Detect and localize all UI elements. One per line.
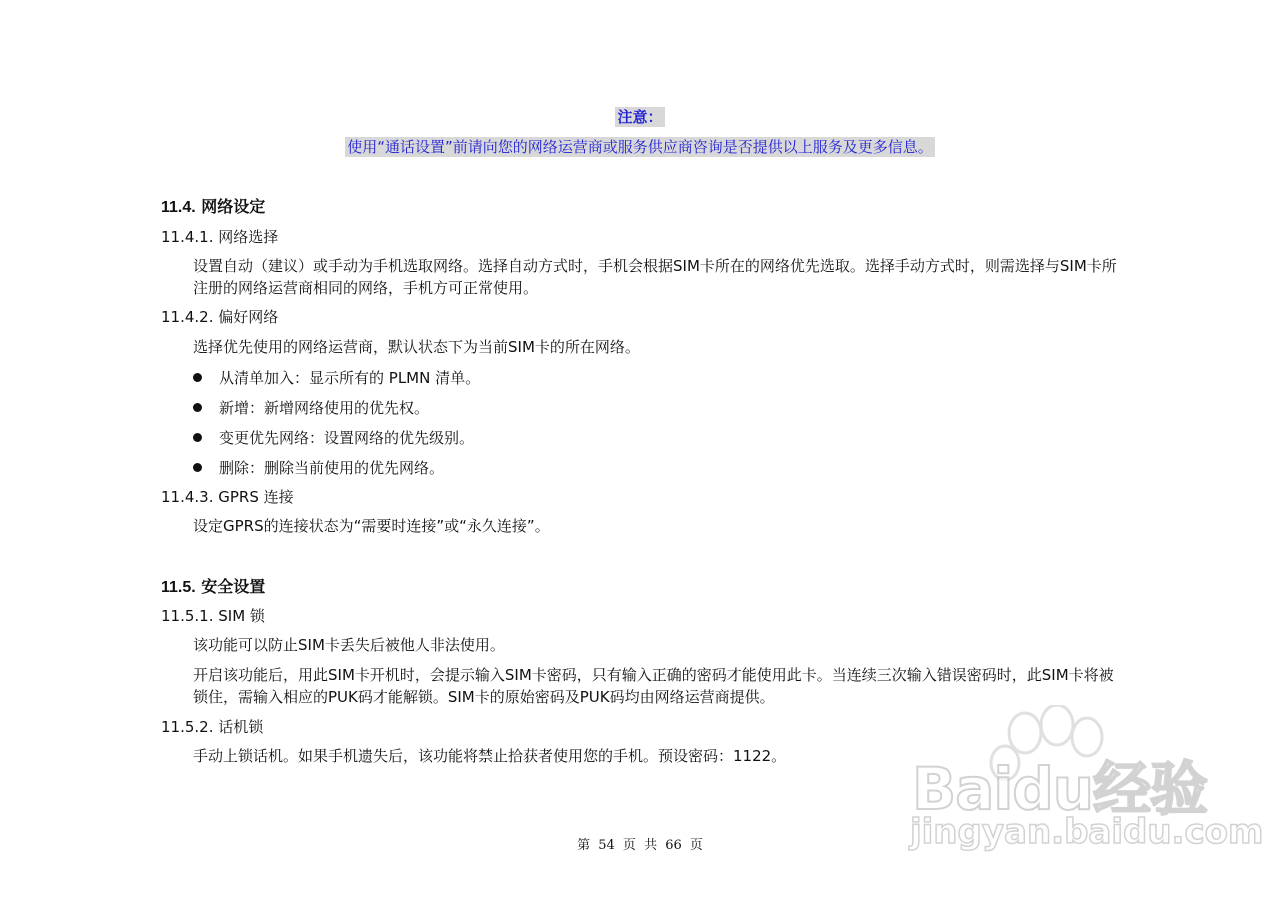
notice-title: 注意：: [617, 108, 663, 126]
paragraph-gprs: 设定GPRS的连接状态为“需要时连接”或“永久连接”。: [193, 517, 550, 535]
notice-text: 使用“通话设置”前请向您的网络运营商或服务供应商咨询是否提供以上服务及更多信息。: [347, 138, 933, 156]
page-footer: 第 54 页 共 66 页: [577, 838, 703, 853]
subsection-heading-11-4-3: 11.4.3. GPRS 连接: [161, 488, 294, 506]
subsection-heading-11-4-1: 11.4.1. 网络选择: [161, 228, 279, 246]
paragraph-preferred-network: 选择优先使用的网络运营商，默认状态下为当前SIM卡的所在网络。: [193, 338, 640, 356]
watermark-url: jingyan.baidu.com: [910, 812, 1264, 852]
subsection-heading-11-5-1: 11.5.1. SIM 锁: [161, 607, 265, 625]
paragraph-sim-lock-1: 该功能可以防止SIM卡丢失后被他人非法使用。: [193, 636, 505, 654]
bullet-icon: [193, 403, 202, 412]
subsection-heading-11-5-2: 11.5.2. 话机锁: [161, 718, 264, 736]
list-item: 变更优先网络：设置网络的优先级别。: [193, 427, 474, 448]
section-heading-11-5: 11.5. 安全设置: [161, 577, 266, 596]
paragraph-network-select: 设置自动（建议）或手动为手机选取网络。选择自动方式时，手机会根据SIM卡所在的网络优先选取。选择手动方式时，则需选择与SIM卡所注册的网络运营商相同的网络，手机方可正常使用。: [193, 257, 1117, 297]
subsection-heading-11-4-2: 11.4.2. 偏好网络: [161, 308, 279, 326]
list-item: 从清单加入：显示所有的 PLMN 清单。: [193, 367, 480, 388]
list-item: 新增：新增网络使用的优先权。: [193, 397, 429, 418]
watermark-logo: Baidu经验: [912, 755, 1208, 823]
section-heading-11-4: 11.4. 网络设定: [161, 197, 266, 216]
bullet-icon: [193, 373, 202, 382]
list-item: 删除：删除当前使用的优先网络。: [193, 457, 444, 478]
bullet-icon: [193, 433, 202, 442]
paragraph-phone-lock: 手动上锁话机。如果手机遗失后，该功能将禁止拾获者使用您的手机。预设密码：1122。: [193, 747, 787, 765]
paragraph-sim-lock-2: 开启该功能后，用此SIM卡开机时，会提示输入SIM卡密码，只有输入正确的密码才能使用此卡。当连续三次输入错误密码时，此SIM卡将被锁住，需输入相应的PUK码才能解锁。SIM卡的原始密码及PUK码均由网络运营商提供。: [193, 666, 1114, 706]
bullet-icon: [193, 463, 202, 472]
